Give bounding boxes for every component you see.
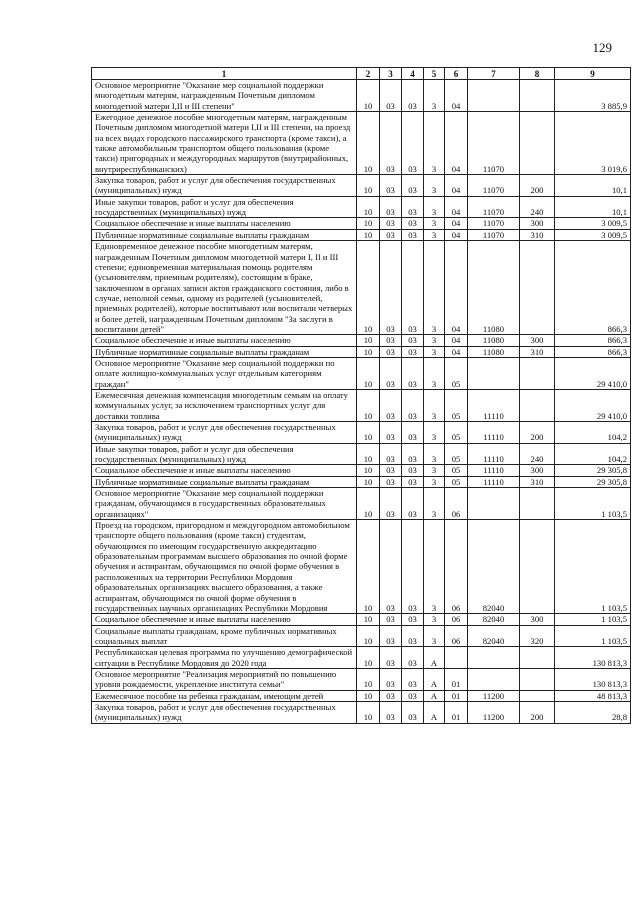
row-code-c3: 03 xyxy=(380,443,402,465)
row-code-c3: 03 xyxy=(380,196,402,218)
row-code-c6: 04 xyxy=(445,175,468,197)
row-code-c3: 03 xyxy=(380,389,402,421)
row-code-c7: 11200 xyxy=(468,690,520,701)
table-row xyxy=(92,229,631,240)
row-amount: 3 009,5 xyxy=(555,229,631,240)
row-code-c2: 10 xyxy=(357,520,380,614)
row-code-c8: 240 xyxy=(520,443,555,465)
row-amount: 29 410,0 xyxy=(555,357,631,389)
row-description-text: Основное мероприятие "Реализация мероприятий по повышению уровня рождаемости, укрепление института семьи" xyxy=(95,668,337,690)
table-header-row xyxy=(92,68,631,80)
row-code-c4: 03 xyxy=(402,357,424,389)
row-description-text: Проезд на городском, пригородном и междугородном автомобильном транспорте общего пользования (кроме такси) студентам, обучающимся по имеющим государственную аккредитацию образовательным программам высшего образования по очной форме обучения и аспирантам, обучающимся по очной форме обучения в расположенных на территории Республики Мордовия образовательных организациях высшего образования, а также аспирантам, обучающимся по очной форме обучения в государственных научных организациях Республики Мордовия xyxy=(95,520,350,613)
row-code-c2: 10 xyxy=(357,614,380,625)
row-code-c6: 05 xyxy=(445,476,468,487)
column-header: 9 xyxy=(555,68,631,80)
row-amount: 29 305,8 xyxy=(555,465,631,476)
row-description xyxy=(92,357,357,389)
row-code-c7: 11110 xyxy=(468,389,520,421)
row-description xyxy=(92,241,357,335)
row-description xyxy=(92,346,357,357)
row-code-c4: 03 xyxy=(402,520,424,614)
row-code-c5: 3 xyxy=(424,241,445,335)
row-amount: 104,2 xyxy=(555,443,631,465)
row-code-c7: 11070 xyxy=(468,218,520,229)
row-code-c7: 82040 xyxy=(468,625,520,647)
row-amount: 48 813,3 xyxy=(555,690,631,701)
table-row xyxy=(92,218,631,229)
row-description-text: Закупка товаров, работ и услуг для обеспечения государственных (муниципальных) нужд xyxy=(95,422,336,443)
row-code-c6: 04 xyxy=(445,241,468,335)
row-code-c6: 06 xyxy=(445,520,468,614)
row-code-c7: 11110 xyxy=(468,476,520,487)
table-row xyxy=(92,488,631,520)
row-code-c7: 11080 xyxy=(468,241,520,335)
row-code-c5: 3 xyxy=(424,80,445,112)
row-description-text: Социальное обеспечение и иные выплаты населению xyxy=(95,614,291,625)
row-description-text: Единовременное денежное пособие многодетным матерям, награжденным Почетным дипломом многодетной матери I, II и III степени; единовременная материальная помощь родителям (усыновителям, приемным родителям), состоящим в браке, заключенном в органах записи актов гражданского состояния, либо в случае, неполной семьи, одному из родителей (усыновителей, приемных родителей), которые воспитывают или воспитали четверых и более детей, награжденным Почетным дипломом "За заслуги в воспитании детей" xyxy=(95,241,353,334)
row-code-c2: 10 xyxy=(357,647,380,669)
row-code-c6: 05 xyxy=(445,357,468,389)
row-code-c5: 3 xyxy=(424,465,445,476)
row-code-c6: 05 xyxy=(445,389,468,421)
row-description-text: Ежемесячная денежная компенсация многодетным семьям на оплату коммунальных услуг, за исключением транспортных услуг для доставки топлива xyxy=(95,389,348,421)
row-code-c2: 10 xyxy=(357,346,380,357)
row-code-c6: 04 xyxy=(445,218,468,229)
table-row xyxy=(92,80,631,112)
row-code-c2: 10 xyxy=(357,690,380,701)
row-code-c3: 03 xyxy=(380,335,402,346)
row-amount: 130 813,3 xyxy=(555,647,631,669)
row-code-c4: 03 xyxy=(402,476,424,487)
row-code-c5: 3 xyxy=(424,112,445,175)
row-code-c4: 03 xyxy=(402,335,424,346)
row-code-c3: 03 xyxy=(380,422,402,444)
column-header: 3 xyxy=(380,68,402,80)
row-code-c4: 03 xyxy=(402,241,424,335)
row-code-c4: 03 xyxy=(402,346,424,357)
row-description xyxy=(92,614,357,625)
row-code-c5: 3 xyxy=(424,335,445,346)
row-description-text: Социальное обеспечение и иные выплаты населению xyxy=(95,335,291,346)
row-amount: 29 305,8 xyxy=(555,476,631,487)
row-description xyxy=(92,218,357,229)
row-code-c5: 3 xyxy=(424,476,445,487)
table-row xyxy=(92,690,631,701)
row-amount: 1 103,5 xyxy=(555,625,631,647)
row-code-c4: 03 xyxy=(402,614,424,625)
row-code-c5: 3 xyxy=(424,218,445,229)
row-description xyxy=(92,625,357,647)
row-description-text: Социальные выплаты гражданам, кроме публичных нормативных социальных выплат xyxy=(95,625,337,646)
row-code-c5: А xyxy=(424,690,445,701)
row-code-c8: 300 xyxy=(520,218,555,229)
row-code-c7: 11110 xyxy=(468,443,520,465)
table-row xyxy=(92,357,631,389)
row-code-c5: 3 xyxy=(424,488,445,520)
row-code-c8 xyxy=(520,520,555,614)
row-code-c6: 04 xyxy=(445,335,468,346)
row-description-text: Социальное обеспечение и иные выплаты населению xyxy=(95,465,291,476)
row-code-c4: 03 xyxy=(402,668,424,690)
table-row xyxy=(92,647,631,669)
row-amount: 3 019,6 xyxy=(555,112,631,175)
row-code-c3: 03 xyxy=(380,465,402,476)
row-amount: 104,2 xyxy=(555,422,631,444)
table-row xyxy=(92,465,631,476)
row-code-c3: 03 xyxy=(380,346,402,357)
row-description-text: Иные закупки товаров, работ и услуг для обеспечения государственных (муниципальных) нужд xyxy=(95,196,294,218)
row-code-c5: А xyxy=(424,647,445,669)
row-code-c6: 04 xyxy=(445,229,468,240)
row-description xyxy=(92,690,357,701)
row-description xyxy=(92,647,357,669)
row-code-c5: 3 xyxy=(424,229,445,240)
row-code-c4: 03 xyxy=(402,647,424,669)
row-code-c4: 03 xyxy=(402,690,424,701)
row-amount: 866,3 xyxy=(555,335,631,346)
row-code-c7: 11200 xyxy=(468,701,520,723)
row-code-c7: 11110 xyxy=(468,422,520,444)
table-row xyxy=(92,175,631,197)
row-code-c5: 3 xyxy=(424,357,445,389)
row-code-c7: 11070 xyxy=(468,112,520,175)
row-code-c3: 03 xyxy=(380,614,402,625)
row-code-c6: 04 xyxy=(445,80,468,112)
row-amount: 29 410,0 xyxy=(555,389,631,421)
row-amount: 1 103,5 xyxy=(555,488,631,520)
row-code-c8 xyxy=(520,80,555,112)
row-code-c2: 10 xyxy=(357,476,380,487)
row-amount: 10,1 xyxy=(555,175,631,197)
row-code-c7 xyxy=(468,357,520,389)
row-code-c4: 03 xyxy=(402,701,424,723)
row-description xyxy=(92,229,357,240)
column-header: 8 xyxy=(520,68,555,80)
row-description-text: Публичные нормативные социальные выплаты гражданам xyxy=(95,346,310,357)
row-description xyxy=(92,701,357,723)
row-code-c8: 320 xyxy=(520,625,555,647)
row-code-c8 xyxy=(520,668,555,690)
row-code-c6: 04 xyxy=(445,346,468,357)
row-code-c4: 03 xyxy=(402,389,424,421)
row-code-c3: 03 xyxy=(380,218,402,229)
row-code-c6: 05 xyxy=(445,443,468,465)
row-amount: 866,3 xyxy=(555,346,631,357)
row-code-c7 xyxy=(468,668,520,690)
row-amount: 3 009,5 xyxy=(555,218,631,229)
row-code-c8 xyxy=(520,112,555,175)
row-code-c8 xyxy=(520,647,555,669)
row-code-c5: 3 xyxy=(424,520,445,614)
column-header: 6 xyxy=(445,68,468,80)
row-code-c8: 300 xyxy=(520,614,555,625)
row-description xyxy=(92,668,357,690)
table-row xyxy=(92,112,631,175)
row-description-text: Основное мероприятие "Оказание мер социальной поддержки многодетным матерям, награжденным Почетным дипломом многодетной матери I,II и III степени" xyxy=(95,80,324,111)
row-code-c3: 03 xyxy=(380,175,402,197)
row-code-c3: 03 xyxy=(380,690,402,701)
row-description-text: Ежемесячное пособие на ребенка гражданам, имеющим детей xyxy=(95,690,324,701)
row-code-c6: 05 xyxy=(445,465,468,476)
row-description xyxy=(92,476,357,487)
row-code-c3: 03 xyxy=(380,668,402,690)
row-code-c6: 06 xyxy=(445,614,468,625)
row-code-c8: 200 xyxy=(520,175,555,197)
row-code-c8 xyxy=(520,389,555,421)
table-row xyxy=(92,443,631,465)
row-code-c6: 01 xyxy=(445,690,468,701)
table-row xyxy=(92,614,631,625)
row-code-c2: 10 xyxy=(357,80,380,112)
row-code-c6 xyxy=(445,647,468,669)
row-code-c7: 82040 xyxy=(468,614,520,625)
column-header: 4 xyxy=(402,68,424,80)
row-code-c3: 03 xyxy=(380,112,402,175)
row-code-c4: 03 xyxy=(402,229,424,240)
row-description xyxy=(92,335,357,346)
row-code-c7: 82040 xyxy=(468,520,520,614)
row-code-c8: 310 xyxy=(520,346,555,357)
row-code-c5: 3 xyxy=(424,443,445,465)
column-header: 2 xyxy=(357,68,380,80)
row-code-c6: 04 xyxy=(445,196,468,218)
row-code-c3: 03 xyxy=(380,625,402,647)
row-code-c8: 310 xyxy=(520,476,555,487)
column-header: 5 xyxy=(424,68,445,80)
row-description xyxy=(92,112,357,175)
row-code-c7: 11080 xyxy=(468,346,520,357)
column-header: 1 xyxy=(92,68,357,80)
row-code-c8: 200 xyxy=(520,701,555,723)
row-code-c3: 03 xyxy=(380,241,402,335)
row-amount: 866,3 xyxy=(555,241,631,335)
row-code-c4: 03 xyxy=(402,196,424,218)
row-code-c8: 200 xyxy=(520,422,555,444)
row-description xyxy=(92,389,357,421)
row-description xyxy=(92,80,357,112)
row-code-c7: 11070 xyxy=(468,175,520,197)
table-row xyxy=(92,625,631,647)
row-code-c8 xyxy=(520,488,555,520)
row-description-text: Социальное обеспечение и иные выплаты населению xyxy=(95,218,291,229)
row-code-c4: 03 xyxy=(402,175,424,197)
row-code-c3: 03 xyxy=(380,520,402,614)
row-description xyxy=(92,488,357,520)
row-code-c2: 10 xyxy=(357,335,380,346)
row-description-text: Основное мероприятие "Оказание мер социальной поддержки гражданам, обучающимся в государственных образовательных организациях" xyxy=(95,488,326,519)
row-code-c2: 10 xyxy=(357,241,380,335)
column-header: 7 xyxy=(468,68,520,80)
table-row xyxy=(92,476,631,487)
row-code-c5: 3 xyxy=(424,614,445,625)
row-code-c6: 06 xyxy=(445,625,468,647)
row-code-c2: 10 xyxy=(357,112,380,175)
budget-table xyxy=(91,67,631,724)
row-code-c2: 10 xyxy=(357,701,380,723)
table-row xyxy=(92,241,631,335)
row-description xyxy=(92,175,357,197)
row-code-c5: 3 xyxy=(424,196,445,218)
row-code-c3: 03 xyxy=(380,357,402,389)
table-row xyxy=(92,389,631,421)
table-row xyxy=(92,668,631,690)
row-code-c6: 05 xyxy=(445,422,468,444)
row-code-c5: 3 xyxy=(424,422,445,444)
row-description-text: Закупка товаров, работ и услуг для обеспечения государственных (муниципальных) нужд xyxy=(95,701,336,723)
row-code-c4: 03 xyxy=(402,443,424,465)
row-code-c4: 03 xyxy=(402,625,424,647)
row-description-text: Республиканская целевая программа по улучшению демографической ситуации в Республике Мордовия до 2020 года xyxy=(95,647,353,668)
row-code-c2: 10 xyxy=(357,625,380,647)
row-code-c7 xyxy=(468,488,520,520)
row-amount: 10,1 xyxy=(555,196,631,218)
row-code-c4: 03 xyxy=(402,465,424,476)
row-code-c4: 03 xyxy=(402,218,424,229)
row-code-c4: 03 xyxy=(402,422,424,444)
row-description-text: Ежегодное денежное пособие многодетным матерям, награжденным Почетным дипломом многодетной матери I,II и III степени, на проезд на всех видах городского пассажирского транспорта (кроме такси), а также автомобильным транспортом общего пользования (кроме такси) пригородных и междугородных маршрутов (внутрирайонных, внутриреспубликанских) xyxy=(95,112,351,174)
row-description xyxy=(92,196,357,218)
row-code-c2: 10 xyxy=(357,175,380,197)
row-code-c7: 11080 xyxy=(468,335,520,346)
row-description xyxy=(92,520,357,614)
row-code-c2: 10 xyxy=(357,422,380,444)
page-number: 129 xyxy=(592,40,612,55)
row-amount: 1 103,5 xyxy=(555,614,631,625)
row-code-c6: 01 xyxy=(445,701,468,723)
row-code-c8 xyxy=(520,357,555,389)
table-body xyxy=(92,80,631,724)
row-code-c2: 10 xyxy=(357,488,380,520)
row-description xyxy=(92,465,357,476)
row-code-c7 xyxy=(468,647,520,669)
row-code-c2: 10 xyxy=(357,229,380,240)
row-description-text: Публичные нормативные социальные выплаты гражданам xyxy=(95,229,310,240)
row-description-text: Основное мероприятие "Оказание мер социальной поддержки по оплате жилищно-коммунальных услуг отдельным категориям граждан" xyxy=(95,357,335,389)
row-code-c5: 3 xyxy=(424,625,445,647)
row-amount: 130 813,3 xyxy=(555,668,631,690)
row-code-c7: 11110 xyxy=(468,465,520,476)
table-row xyxy=(92,422,631,444)
row-code-c2: 10 xyxy=(357,389,380,421)
row-description-text: Иные закупки товаров, работ и услуг для обеспечения государственных (муниципальных) нужд xyxy=(95,443,294,465)
table-row xyxy=(92,335,631,346)
row-code-c5: 3 xyxy=(424,389,445,421)
row-code-c3: 03 xyxy=(380,647,402,669)
row-code-c5: 3 xyxy=(424,346,445,357)
row-amount: 3 885,9 xyxy=(555,80,631,112)
row-code-c8: 240 xyxy=(520,196,555,218)
row-code-c2: 10 xyxy=(357,218,380,229)
row-code-c3: 03 xyxy=(380,80,402,112)
row-code-c7 xyxy=(468,80,520,112)
row-code-c3: 03 xyxy=(380,701,402,723)
row-code-c2: 10 xyxy=(357,196,380,218)
row-code-c5: А xyxy=(424,668,445,690)
row-code-c8: 300 xyxy=(520,465,555,476)
row-description xyxy=(92,443,357,465)
row-code-c6: 06 xyxy=(445,488,468,520)
row-code-c3: 03 xyxy=(380,488,402,520)
row-amount: 1 103,5 xyxy=(555,520,631,614)
row-amount: 28,8 xyxy=(555,701,631,723)
row-code-c4: 03 xyxy=(402,488,424,520)
row-description-text: Закупка товаров, работ и услуг для обеспечения государственных (муниципальных) нужд xyxy=(95,175,336,196)
row-description-text: Публичные нормативные социальные выплаты гражданам xyxy=(95,476,310,487)
row-code-c4: 03 xyxy=(402,80,424,112)
row-code-c4: 03 xyxy=(402,112,424,175)
row-code-c6: 04 xyxy=(445,112,468,175)
table-row xyxy=(92,520,631,614)
row-code-c7: 11070 xyxy=(468,229,520,240)
table-row xyxy=(92,346,631,357)
row-code-c2: 10 xyxy=(357,443,380,465)
row-code-c5: А xyxy=(424,701,445,723)
table-row xyxy=(92,196,631,218)
table-row xyxy=(92,701,631,723)
row-code-c6: 01 xyxy=(445,668,468,690)
row-code-c2: 10 xyxy=(357,465,380,476)
row-code-c8 xyxy=(520,241,555,335)
row-code-c3: 03 xyxy=(380,229,402,240)
row-description xyxy=(92,422,357,444)
row-code-c8: 300 xyxy=(520,335,555,346)
row-code-c5: 3 xyxy=(424,175,445,197)
row-code-c2: 10 xyxy=(357,668,380,690)
row-code-c8 xyxy=(520,690,555,701)
row-code-c7: 11070 xyxy=(468,196,520,218)
row-code-c2: 10 xyxy=(357,357,380,389)
row-code-c3: 03 xyxy=(380,476,402,487)
row-code-c8: 310 xyxy=(520,229,555,240)
